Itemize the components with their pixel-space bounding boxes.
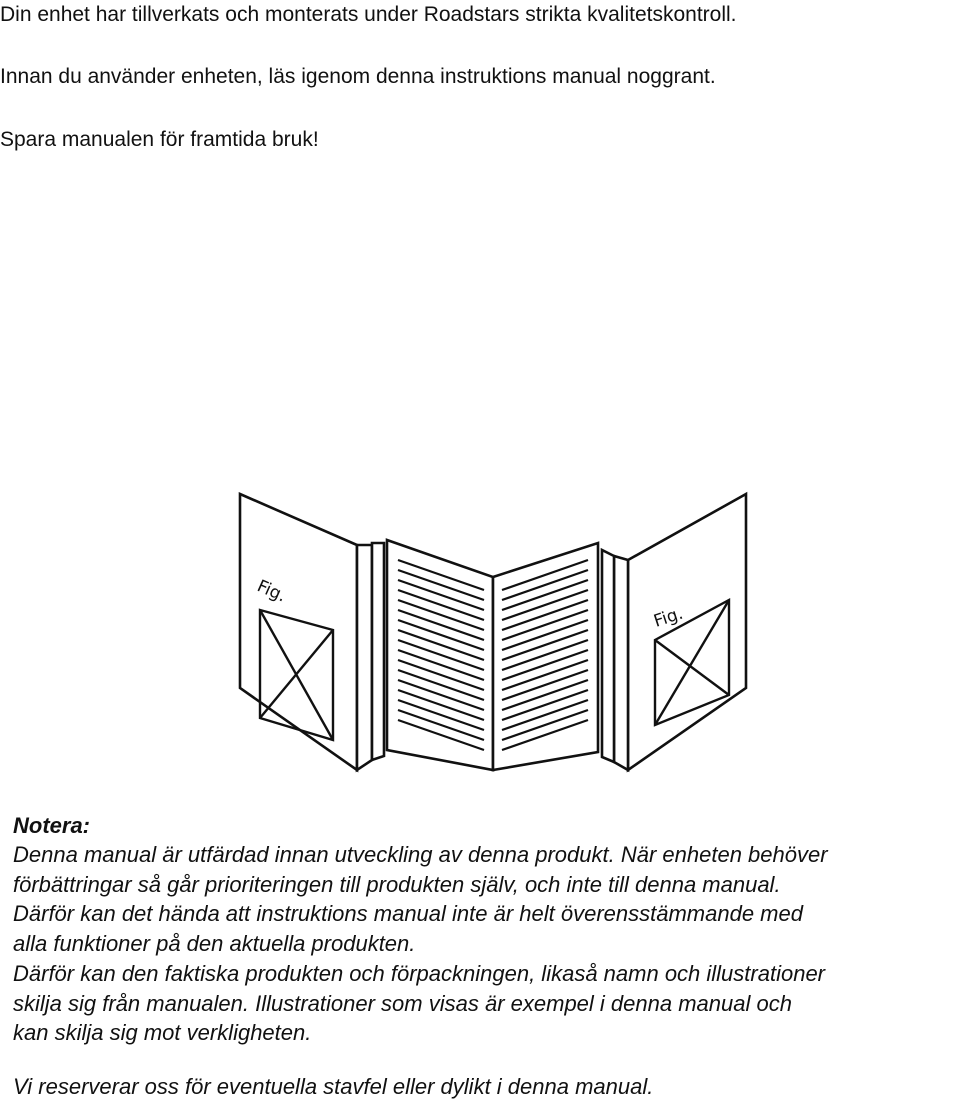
note-line: Denna manual är utfärdad innan utveckling av denna produkt. När enheten behöver [13, 842, 828, 867]
note-line: Därför kan den faktiska produkten och förpackningen, likaså namn och illustrationer [13, 960, 826, 986]
right-page-stack-1 [614, 556, 628, 770]
right-fig-label: Fig. [651, 603, 686, 632]
intro-read-manual-line: Innan du använder enheten, läs igenom denna instruktions manual noggrant. [0, 65, 716, 88]
open-manual-illustration [228, 488, 754, 776]
note-section [13, 812, 958, 1048]
left-page-stack-2 [372, 543, 384, 760]
note-heading: Notera: [13, 813, 91, 838]
intro-save-manual-line: Spara manualen för framtida bruk! [0, 128, 319, 151]
left-fig-label: Fig. [253, 576, 290, 607]
note-line: Därför kan det hända att instruktions manual inte är helt överensstämmande med [13, 901, 803, 927]
intro-quality-line: Din enhet har tillverkats och monterats under Roadstars strikta kvalitetskontroll. [0, 3, 737, 26]
left-page-stack-1 [357, 545, 372, 770]
note-closing-line: Vi reserverar oss för eventuella stavfel eller dylikt i denna manual. [13, 1074, 654, 1099]
right-page-stack-2 [602, 550, 614, 762]
note-line: alla funktioner på den aktuella produkten. [13, 931, 416, 957]
note-line: kan skilja sig mot verkligheten. [13, 1020, 312, 1046]
note-line: skilja sig från manualen. Illustrationer som visas är exempel i denna manual och [13, 990, 792, 1016]
note-line: förbättringar så går prioriteringen till produkten själv, och inte till denna manual. [13, 871, 781, 897]
